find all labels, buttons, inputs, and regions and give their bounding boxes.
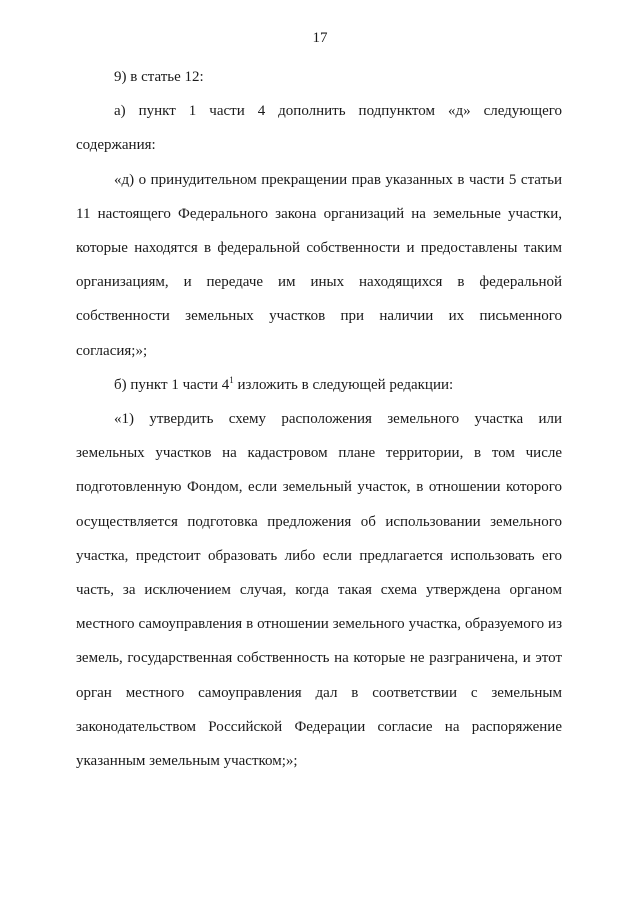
paragraph-item-a: а) пункт 1 части 4 дополнить подпунктом «д» следующего содержания: bbox=[76, 103, 562, 154]
item-b-text-before: б) пункт 1 части 4 bbox=[114, 376, 230, 393]
paragraph-item-b bbox=[76, 368, 562, 402]
document-body bbox=[76, 60, 562, 778]
item-b-text-after: изложить в следующей редакции: bbox=[233, 376, 454, 393]
paragraph-new-point-1-text: «1) утвердить схему расположения земельного участка или земельных участков на кадастровом плане территории, в том числе подготовленную Фондом, если земельный участок, в отношении которого осуществляется подготовка предложения об использовании земельного участка, предстоит образовать либо если предлагается использовать его часть, за исключением случая, когда такая схема утверждена органом местного самоуправления в отношении земельного участка, образуемого из земель, государственная собственность на которые не разграничена, и этот орган местного самоуправления дал в соответствии с земельным законодательством Российской Федерации согласие на распоряжение указанным земельным участком;»; bbox=[76, 411, 562, 770]
paragraph-article-12-heading: 9) в статье 12: bbox=[114, 69, 204, 85]
item-b-superscript: 1 bbox=[229, 374, 234, 385]
page-number: 17 bbox=[312, 30, 328, 46]
paragraph-subitem-d-text: «д) о принудительном прекращении прав указанных в части 5 статьи 11 настоящего Федерального закона организаций на земельные участки, которые находятся в федеральной собственности и предоставлены таким организациям, и передаче им иных находящихся в федеральной собственности земельных участков при наличии их письменного согласия;»; bbox=[76, 171, 562, 359]
